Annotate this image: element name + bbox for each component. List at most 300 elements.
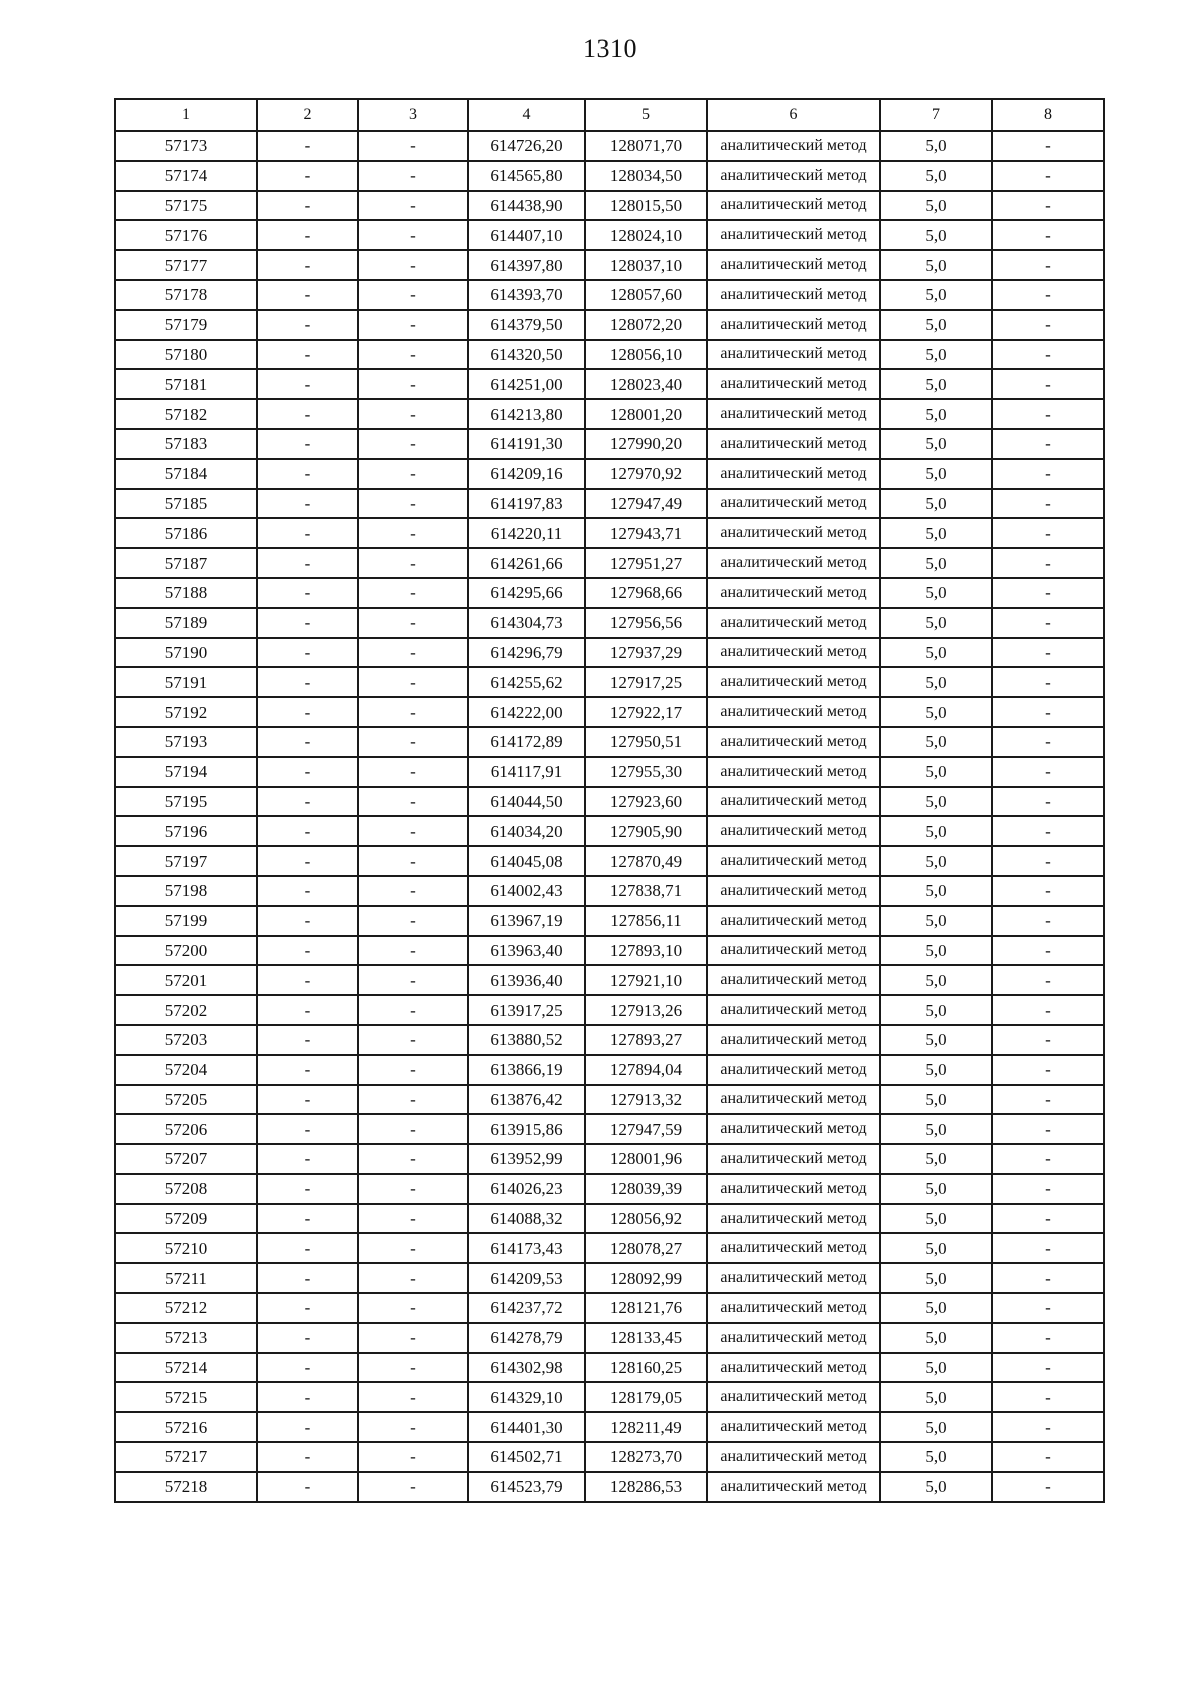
col8-value-cell: - [992, 340, 1104, 370]
col2-value-cell: - [257, 667, 358, 697]
method-cell: аналитический метод [707, 399, 880, 429]
accuracy-cell: 5,0 [880, 220, 992, 250]
point-number-cell: 57188 [115, 578, 257, 608]
col3-value-cell: - [358, 220, 468, 250]
col2-value-cell: - [257, 578, 358, 608]
y-coordinate-cell: 127913,32 [585, 1085, 707, 1115]
x-coordinate-cell: 614726,20 [468, 131, 585, 161]
col2-value-cell: - [257, 1412, 358, 1442]
y-coordinate-cell: 128015,50 [585, 191, 707, 221]
col8-value-cell: - [992, 876, 1104, 906]
col8-value-cell: - [992, 697, 1104, 727]
method-cell: аналитический метод [707, 1293, 880, 1323]
x-coordinate-cell: 614407,10 [468, 220, 585, 250]
y-coordinate-cell: 128211,49 [585, 1412, 707, 1442]
y-coordinate-cell: 127923,60 [585, 787, 707, 817]
y-coordinate-cell: 127951,27 [585, 548, 707, 578]
col2-value-cell: - [257, 816, 358, 846]
table-row [115, 727, 1104, 757]
col2-value-cell: - [257, 369, 358, 399]
col2-value-cell: - [257, 191, 358, 221]
col2-value-cell: - [257, 1442, 358, 1472]
accuracy-cell: 5,0 [880, 816, 992, 846]
method-cell: аналитический метод [707, 1233, 880, 1263]
y-coordinate-cell: 128072,20 [585, 310, 707, 340]
table-row [115, 846, 1104, 876]
point-number-cell: 57186 [115, 518, 257, 548]
col2-value-cell: - [257, 1174, 358, 1204]
table-row [115, 489, 1104, 519]
point-number-cell: 57194 [115, 757, 257, 787]
x-coordinate-cell: 614034,20 [468, 816, 585, 846]
column-header-4: 4 [468, 99, 585, 131]
accuracy-cell: 5,0 [880, 757, 992, 787]
col2-value-cell: - [257, 340, 358, 370]
point-number-cell: 57189 [115, 608, 257, 638]
col2-value-cell: - [257, 1055, 358, 1085]
y-coordinate-cell: 128133,45 [585, 1323, 707, 1353]
table-row [115, 667, 1104, 697]
x-coordinate-cell: 614045,08 [468, 846, 585, 876]
table-row [115, 578, 1104, 608]
col8-value-cell: - [992, 429, 1104, 459]
table-row [115, 459, 1104, 489]
y-coordinate-cell: 127955,30 [585, 757, 707, 787]
col2-value-cell: - [257, 608, 358, 638]
col2-value-cell: - [257, 1323, 358, 1353]
y-coordinate-cell: 127937,29 [585, 638, 707, 668]
accuracy-cell: 5,0 [880, 1174, 992, 1204]
col8-value-cell: - [992, 1412, 1104, 1442]
method-cell: аналитический метод [707, 608, 880, 638]
method-cell: аналитический метод [707, 638, 880, 668]
col2-value-cell: - [257, 638, 358, 668]
method-cell: аналитический метод [707, 429, 880, 459]
table-row [115, 220, 1104, 250]
x-coordinate-cell: 614438,90 [468, 191, 585, 221]
x-coordinate-cell: 614209,53 [468, 1263, 585, 1293]
table-row [115, 280, 1104, 310]
point-number-cell: 57199 [115, 906, 257, 936]
point-number-cell: 57198 [115, 876, 257, 906]
col2-value-cell: - [257, 936, 358, 966]
col3-value-cell: - [358, 608, 468, 638]
col3-value-cell: - [358, 965, 468, 995]
table-row [115, 1055, 1104, 1085]
method-cell: аналитический метод [707, 995, 880, 1025]
table-row [115, 1382, 1104, 1412]
col3-value-cell: - [358, 369, 468, 399]
point-number-cell: 57193 [115, 727, 257, 757]
point-number-cell: 57183 [115, 429, 257, 459]
x-coordinate-cell: 614220,11 [468, 518, 585, 548]
col8-value-cell: - [992, 846, 1104, 876]
col3-value-cell: - [358, 846, 468, 876]
x-coordinate-cell: 613952,99 [468, 1144, 585, 1174]
col8-value-cell: - [992, 936, 1104, 966]
method-cell: аналитический метод [707, 250, 880, 280]
table-row [115, 1353, 1104, 1383]
accuracy-cell: 5,0 [880, 787, 992, 817]
col8-value-cell: - [992, 667, 1104, 697]
point-number-cell: 57208 [115, 1174, 257, 1204]
table-row [115, 1114, 1104, 1144]
y-coordinate-cell: 128039,39 [585, 1174, 707, 1204]
method-cell: аналитический метод [707, 369, 880, 399]
accuracy-cell: 5,0 [880, 1025, 992, 1055]
x-coordinate-cell: 614295,66 [468, 578, 585, 608]
method-cell: аналитический метод [707, 1174, 880, 1204]
accuracy-cell: 5,0 [880, 310, 992, 340]
accuracy-cell: 5,0 [880, 459, 992, 489]
x-coordinate-cell: 614197,83 [468, 489, 585, 519]
accuracy-cell: 5,0 [880, 697, 992, 727]
method-cell: аналитический метод [707, 757, 880, 787]
col3-value-cell: - [358, 1204, 468, 1234]
col8-value-cell: - [992, 369, 1104, 399]
col3-value-cell: - [358, 340, 468, 370]
accuracy-cell: 5,0 [880, 1233, 992, 1263]
method-cell: аналитический метод [707, 1144, 880, 1174]
method-cell: аналитический метод [707, 936, 880, 966]
col8-value-cell: - [992, 280, 1104, 310]
y-coordinate-cell: 127921,10 [585, 965, 707, 995]
col2-value-cell: - [257, 1114, 358, 1144]
col3-value-cell: - [358, 578, 468, 608]
x-coordinate-cell: 614237,72 [468, 1293, 585, 1323]
col8-value-cell: - [992, 1263, 1104, 1293]
point-number-cell: 57195 [115, 787, 257, 817]
x-coordinate-cell: 614191,30 [468, 429, 585, 459]
col3-value-cell: - [358, 1442, 468, 1472]
method-cell: аналитический метод [707, 697, 880, 727]
point-number-cell: 57185 [115, 489, 257, 519]
col8-value-cell: - [992, 608, 1104, 638]
accuracy-cell: 5,0 [880, 1085, 992, 1115]
x-coordinate-cell: 614026,23 [468, 1174, 585, 1204]
point-number-cell: 57201 [115, 965, 257, 995]
col8-value-cell: - [992, 1353, 1104, 1383]
table-row [115, 131, 1104, 161]
y-coordinate-cell: 128001,20 [585, 399, 707, 429]
col2-value-cell: - [257, 280, 358, 310]
point-number-cell: 57187 [115, 548, 257, 578]
x-coordinate-cell: 613967,19 [468, 906, 585, 936]
col3-value-cell: - [358, 787, 468, 817]
col8-value-cell: - [992, 757, 1104, 787]
col8-value-cell: - [992, 638, 1104, 668]
accuracy-cell: 5,0 [880, 1442, 992, 1472]
col8-value-cell: - [992, 1472, 1104, 1502]
accuracy-cell: 5,0 [880, 1114, 992, 1144]
table-row [115, 161, 1104, 191]
point-number-cell: 57179 [115, 310, 257, 340]
col2-value-cell: - [257, 429, 358, 459]
table-row [115, 965, 1104, 995]
method-cell: аналитический метод [707, 280, 880, 310]
x-coordinate-cell: 614379,50 [468, 310, 585, 340]
col3-value-cell: - [358, 936, 468, 966]
x-coordinate-cell: 614304,73 [468, 608, 585, 638]
col2-value-cell: - [257, 757, 358, 787]
col3-value-cell: - [358, 489, 468, 519]
x-coordinate-cell: 614088,32 [468, 1204, 585, 1234]
header-row [115, 99, 1104, 131]
col3-value-cell: - [358, 876, 468, 906]
col8-value-cell: - [992, 1174, 1104, 1204]
accuracy-cell: 5,0 [880, 1353, 992, 1383]
point-number-cell: 57191 [115, 667, 257, 697]
accuracy-cell: 5,0 [880, 1412, 992, 1442]
col2-value-cell: - [257, 1263, 358, 1293]
point-number-cell: 57196 [115, 816, 257, 846]
col8-value-cell: - [992, 489, 1104, 519]
accuracy-cell: 5,0 [880, 1204, 992, 1234]
col8-value-cell: - [992, 965, 1104, 995]
accuracy-cell: 5,0 [880, 191, 992, 221]
col3-value-cell: - [358, 1233, 468, 1263]
x-coordinate-cell: 614565,80 [468, 161, 585, 191]
point-number-cell: 57190 [115, 638, 257, 668]
x-coordinate-cell: 614044,50 [468, 787, 585, 817]
x-coordinate-cell: 614172,89 [468, 727, 585, 757]
method-cell: аналитический метод [707, 816, 880, 846]
y-coordinate-cell: 127893,27 [585, 1025, 707, 1055]
accuracy-cell: 5,0 [880, 1293, 992, 1323]
point-number-cell: 57200 [115, 936, 257, 966]
y-coordinate-cell: 127917,25 [585, 667, 707, 697]
method-cell: аналитический метод [707, 310, 880, 340]
point-number-cell: 57216 [115, 1412, 257, 1442]
point-number-cell: 57181 [115, 369, 257, 399]
accuracy-cell: 5,0 [880, 965, 992, 995]
y-coordinate-cell: 127838,71 [585, 876, 707, 906]
y-coordinate-cell: 128286,53 [585, 1472, 707, 1502]
col2-value-cell: - [257, 250, 358, 280]
method-cell: аналитический метод [707, 1353, 880, 1383]
col2-value-cell: - [257, 995, 358, 1025]
table-row [115, 1174, 1104, 1204]
table-row [115, 787, 1104, 817]
x-coordinate-cell: 613915,86 [468, 1114, 585, 1144]
table-row [115, 1085, 1104, 1115]
point-number-cell: 57203 [115, 1025, 257, 1055]
table-row [115, 638, 1104, 668]
method-cell: аналитический метод [707, 727, 880, 757]
method-cell: аналитический метод [707, 965, 880, 995]
x-coordinate-cell: 614401,30 [468, 1412, 585, 1442]
col8-value-cell: - [992, 816, 1104, 846]
col8-value-cell: - [992, 578, 1104, 608]
col2-value-cell: - [257, 220, 358, 250]
method-cell: аналитический метод [707, 548, 880, 578]
method-cell: аналитический метод [707, 906, 880, 936]
col8-value-cell: - [992, 399, 1104, 429]
table-row [115, 429, 1104, 459]
x-coordinate-cell: 614320,50 [468, 340, 585, 370]
method-cell: аналитический метод [707, 220, 880, 250]
method-cell: аналитический метод [707, 518, 880, 548]
y-coordinate-cell: 127905,90 [585, 816, 707, 846]
table-row [115, 518, 1104, 548]
point-number-cell: 57210 [115, 1233, 257, 1263]
col2-value-cell: - [257, 459, 358, 489]
col2-value-cell: - [257, 548, 358, 578]
col2-value-cell: - [257, 399, 358, 429]
y-coordinate-cell: 128179,05 [585, 1382, 707, 1412]
method-cell: аналитический метод [707, 1382, 880, 1412]
accuracy-cell: 5,0 [880, 936, 992, 966]
col3-value-cell: - [358, 250, 468, 280]
point-number-cell: 57178 [115, 280, 257, 310]
col8-value-cell: - [992, 1233, 1104, 1263]
table-row [115, 1144, 1104, 1174]
col8-value-cell: - [992, 459, 1104, 489]
x-coordinate-cell: 614278,79 [468, 1323, 585, 1353]
point-number-cell: 57180 [115, 340, 257, 370]
point-number-cell: 57212 [115, 1293, 257, 1323]
accuracy-cell: 5,0 [880, 1323, 992, 1353]
col2-value-cell: - [257, 1085, 358, 1115]
x-coordinate-cell: 614002,43 [468, 876, 585, 906]
y-coordinate-cell: 128121,76 [585, 1293, 707, 1323]
col8-value-cell: - [992, 1144, 1104, 1174]
col8-value-cell: - [992, 787, 1104, 817]
point-number-cell: 57211 [115, 1263, 257, 1293]
col2-value-cell: - [257, 310, 358, 340]
col2-value-cell: - [257, 876, 358, 906]
col3-value-cell: - [358, 1025, 468, 1055]
accuracy-cell: 5,0 [880, 608, 992, 638]
col8-value-cell: - [992, 1442, 1104, 1472]
accuracy-cell: 5,0 [880, 667, 992, 697]
table-row [115, 1442, 1104, 1472]
accuracy-cell: 5,0 [880, 1144, 992, 1174]
accuracy-cell: 5,0 [880, 1382, 992, 1412]
x-coordinate-cell: 614173,43 [468, 1233, 585, 1263]
table-row [115, 906, 1104, 936]
table-row [115, 608, 1104, 638]
table-row [115, 1025, 1104, 1055]
col2-value-cell: - [257, 846, 358, 876]
col3-value-cell: - [358, 399, 468, 429]
col3-value-cell: - [358, 280, 468, 310]
col3-value-cell: - [358, 1412, 468, 1442]
y-coordinate-cell: 128034,50 [585, 161, 707, 191]
y-coordinate-cell: 128057,60 [585, 280, 707, 310]
method-cell: аналитический метод [707, 578, 880, 608]
table-row [115, 310, 1104, 340]
col8-value-cell: - [992, 1323, 1104, 1353]
x-coordinate-cell: 614329,10 [468, 1382, 585, 1412]
table-row [115, 1472, 1104, 1502]
col2-value-cell: - [257, 1472, 358, 1502]
col2-value-cell: - [257, 1025, 358, 1055]
point-number-cell: 57209 [115, 1204, 257, 1234]
x-coordinate-cell: 614255,62 [468, 667, 585, 697]
method-cell: аналитический метод [707, 667, 880, 697]
col2-value-cell: - [257, 965, 358, 995]
y-coordinate-cell: 127913,26 [585, 995, 707, 1025]
point-number-cell: 57175 [115, 191, 257, 221]
x-coordinate-cell: 613963,40 [468, 936, 585, 966]
col3-value-cell: - [358, 816, 468, 846]
accuracy-cell: 5,0 [880, 250, 992, 280]
y-coordinate-cell: 128037,10 [585, 250, 707, 280]
col2-value-cell: - [257, 489, 358, 519]
table-row [115, 548, 1104, 578]
table-row [115, 1293, 1104, 1323]
col2-value-cell: - [257, 1353, 358, 1383]
point-number-cell: 57217 [115, 1442, 257, 1472]
y-coordinate-cell: 127922,17 [585, 697, 707, 727]
method-cell: аналитический метод [707, 489, 880, 519]
point-number-cell: 57204 [115, 1055, 257, 1085]
x-coordinate-cell: 613917,25 [468, 995, 585, 1025]
accuracy-cell: 5,0 [880, 518, 992, 548]
method-cell: аналитический метод [707, 161, 880, 191]
accuracy-cell: 5,0 [880, 369, 992, 399]
accuracy-cell: 5,0 [880, 578, 992, 608]
table-row [115, 816, 1104, 846]
y-coordinate-cell: 128023,40 [585, 369, 707, 399]
accuracy-cell: 5,0 [880, 131, 992, 161]
y-coordinate-cell: 127943,71 [585, 518, 707, 548]
x-coordinate-cell: 613866,19 [468, 1055, 585, 1085]
method-cell: аналитический метод [707, 1442, 880, 1472]
point-number-cell: 57202 [115, 995, 257, 1025]
col8-value-cell: - [992, 220, 1104, 250]
col2-value-cell: - [257, 161, 358, 191]
col3-value-cell: - [358, 697, 468, 727]
accuracy-cell: 5,0 [880, 161, 992, 191]
col2-value-cell: - [257, 1233, 358, 1263]
col3-value-cell: - [358, 995, 468, 1025]
y-coordinate-cell: 127956,56 [585, 608, 707, 638]
point-number-cell: 57206 [115, 1114, 257, 1144]
col8-value-cell: - [992, 131, 1104, 161]
y-coordinate-cell: 127870,49 [585, 846, 707, 876]
method-cell: аналитический метод [707, 1323, 880, 1353]
y-coordinate-cell: 127947,49 [585, 489, 707, 519]
y-coordinate-cell: 128024,10 [585, 220, 707, 250]
col3-value-cell: - [358, 638, 468, 668]
col8-value-cell: - [992, 161, 1104, 191]
point-number-cell: 57182 [115, 399, 257, 429]
y-coordinate-cell: 128092,99 [585, 1263, 707, 1293]
col3-value-cell: - [358, 1085, 468, 1115]
col2-value-cell: - [257, 697, 358, 727]
method-cell: аналитический метод [707, 1472, 880, 1502]
column-header-5: 5 [585, 99, 707, 131]
accuracy-cell: 5,0 [880, 906, 992, 936]
accuracy-cell: 5,0 [880, 1263, 992, 1293]
table-row [115, 995, 1104, 1025]
table-row [115, 1412, 1104, 1442]
col2-value-cell: - [257, 1293, 358, 1323]
x-coordinate-cell: 614502,71 [468, 1442, 585, 1472]
x-coordinate-cell: 614213,80 [468, 399, 585, 429]
y-coordinate-cell: 127968,66 [585, 578, 707, 608]
y-coordinate-cell: 127856,11 [585, 906, 707, 936]
point-number-cell: 57184 [115, 459, 257, 489]
col8-value-cell: - [992, 906, 1104, 936]
y-coordinate-cell: 127950,51 [585, 727, 707, 757]
method-cell: аналитический метод [707, 787, 880, 817]
col3-value-cell: - [358, 727, 468, 757]
col8-value-cell: - [992, 250, 1104, 280]
col3-value-cell: - [358, 757, 468, 787]
